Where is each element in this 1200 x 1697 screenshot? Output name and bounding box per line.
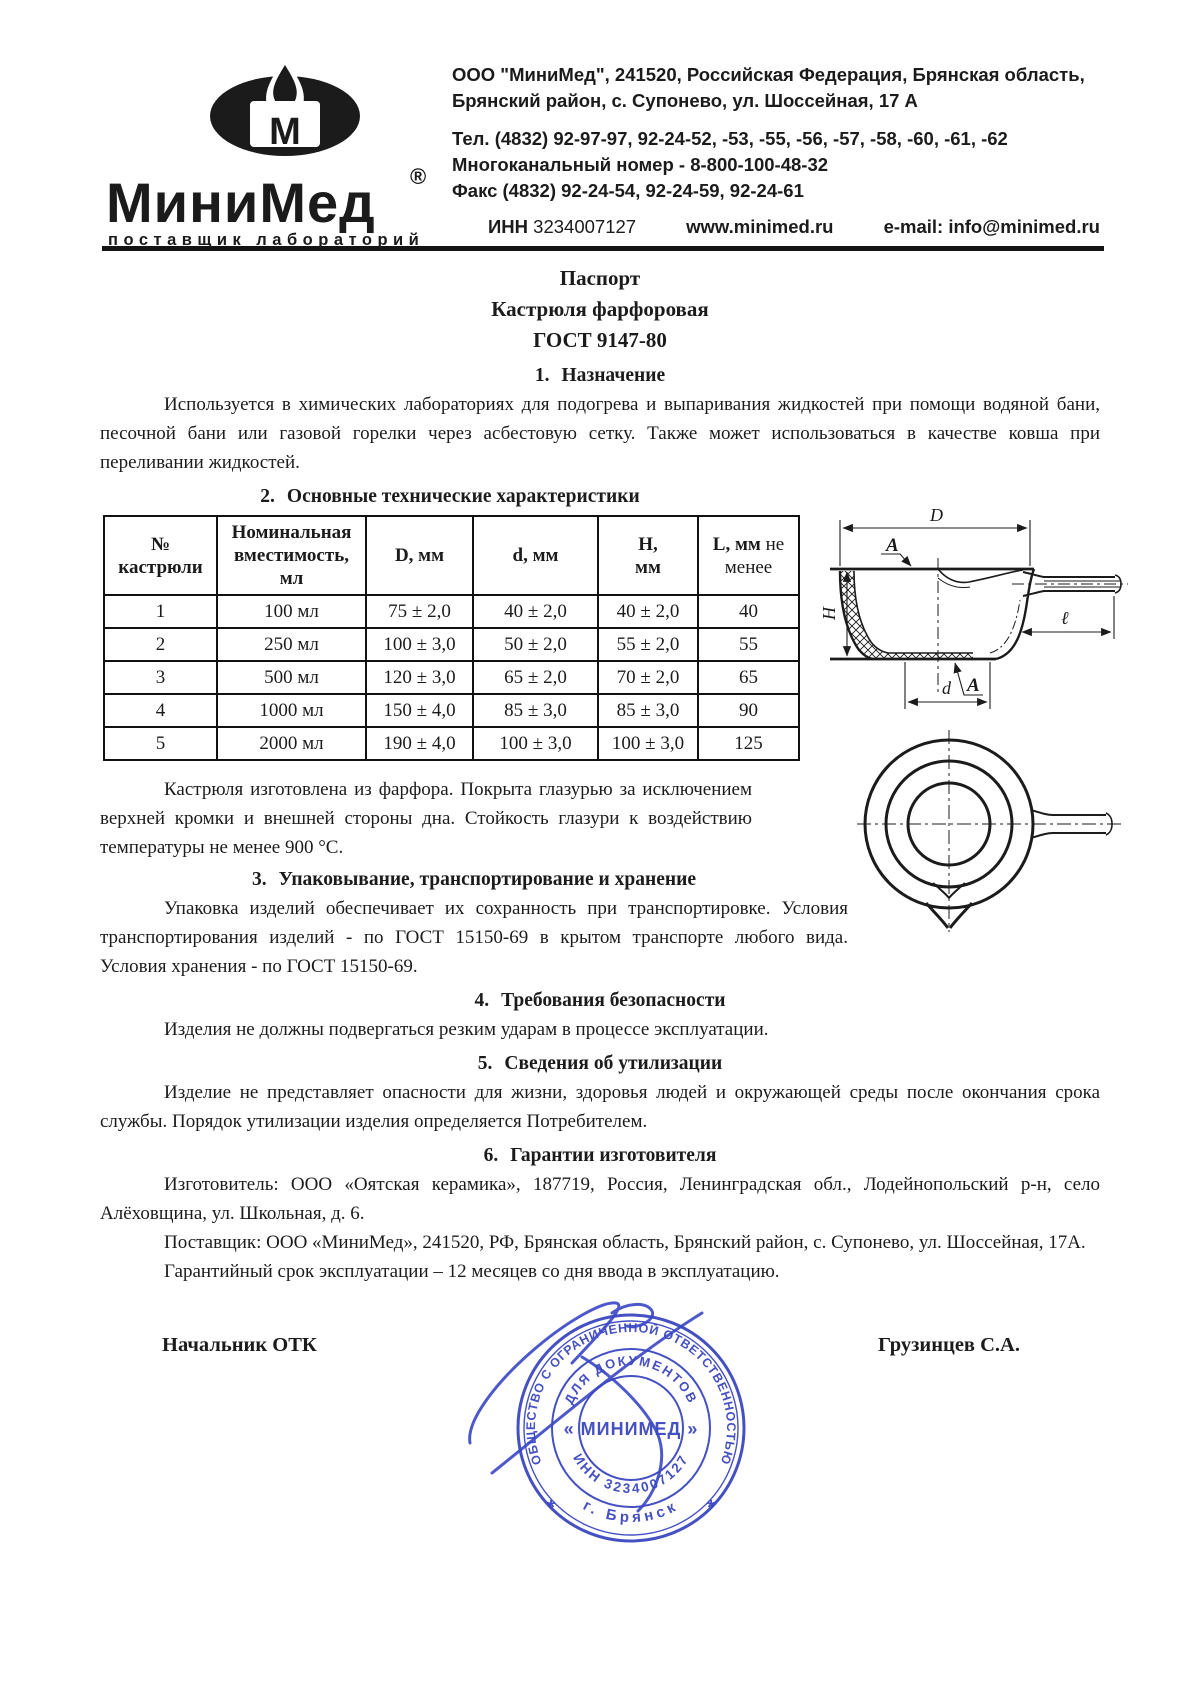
section-3-body: Упаковка изделий обеспечивает их сохранность при транспортировке. Условия транспортирования изделий - по ГОСТ 15150-69 в крытом транспорте любого вида. Условия хранения - по ГОСТ 15150-69.: [100, 898, 848, 977]
logo-brand-text: МиниМед: [106, 171, 376, 234]
table-cell: 75 ± 2,0: [366, 595, 473, 628]
email-text: e-mail: info@minimed.ru: [883, 216, 1100, 237]
table-cell: 100 ± 3,0: [598, 727, 698, 760]
table-cell: 1: [104, 595, 217, 628]
table-cell: 2: [104, 628, 217, 661]
side-view: [830, 520, 1128, 709]
table-cell: 500 мл: [217, 661, 366, 694]
table-cell: 190 ± 4,0: [366, 727, 473, 760]
col-header-number: № кастрюли: [104, 516, 217, 595]
stamp-city-text: г. Брянск: [580, 1496, 682, 1527]
table-cell: 150 ± 4,0: [366, 694, 473, 727]
logo-tagline: поставщик лабораторий: [108, 231, 425, 248]
table-cell: 5: [104, 727, 217, 760]
section-4-heading: 4. Требования безопасности: [474, 990, 726, 1011]
table-cell: 55: [698, 628, 799, 661]
inn-row: [452, 214, 1100, 240]
col-header-H: H, мм: [598, 516, 698, 595]
contact-block: [452, 52, 1100, 240]
section-6-heading: 6. Гарантии изготовителя: [483, 1145, 717, 1166]
table-row: [104, 595, 799, 628]
svg-text:ИНН 3234007127: [570, 1451, 692, 1496]
stamp-band-top-text: ДЛЯ ДОКУМЕНТОВ: [561, 1352, 701, 1407]
spec-table: [103, 515, 800, 761]
table-cell: 2000 мл: [217, 727, 366, 760]
table-cell: 65: [698, 661, 799, 694]
gost-title: ГОСТ 9147-80: [533, 328, 667, 352]
table-row: [104, 628, 799, 661]
table-cell: 40 ± 2,0: [598, 595, 698, 628]
table-row: [104, 694, 799, 727]
table-cell: 4: [104, 694, 217, 727]
stamp-star-left: *: [547, 1497, 555, 1519]
section-4-body: Изделия не должны подвергаться резким ударам в процессе эксплуатации.: [164, 1019, 769, 1040]
stamp-star-right: *: [707, 1497, 715, 1519]
stamp-band-bottom-text: ИНН 3234007127: [570, 1451, 692, 1497]
dim-label-H: H: [819, 607, 839, 620]
section-2-note: Кастрюля изготовлена из фарфора. Покрыта глазурью за исключением верхней кромки и внешней стороны дна. Стойкость глазури к воздействию температуры не менее 900 °С.: [100, 779, 752, 858]
table-row: [104, 727, 799, 760]
table-cell: 40: [698, 595, 799, 628]
table-cell: 125: [698, 727, 799, 760]
table-row: [104, 661, 799, 694]
table-cell: 70 ± 2,0: [598, 661, 698, 694]
top-view: [857, 730, 1124, 932]
address-line-1: ООО "МиниМед", 241520, Российская Федерация, Брянская область,: [452, 64, 1085, 85]
dim-label-D: D: [930, 505, 943, 525]
svg-text:г. Брянск: [580, 1497, 681, 1526]
section-5-heading: 5. Сведения об утилизации: [477, 1053, 723, 1074]
col-header-L: L, мм не менее: [698, 516, 799, 595]
signatory-name: Грузинцев С.А.: [878, 1334, 1020, 1356]
col-header-d: d, мм: [473, 516, 598, 595]
signature-row: [100, 1334, 1100, 1357]
table-cell: 250 мл: [217, 628, 366, 661]
section-2-heading: 2. Основные технические характеристики: [260, 486, 640, 507]
manufacturer-paragraph: Изготовитель: ООО «Оятская керамика», 187719, Россия, Ленинградская обл., Лодейнопольский р-н, село Алёховщина, ул. Школьная, д. 6.: [100, 1174, 1100, 1224]
section-label-A-bottom: A: [967, 675, 980, 696]
stamp-center-text: « МИНИМЕД »: [563, 1419, 699, 1439]
section-1-heading: 1. Назначение: [534, 365, 666, 386]
section-1-body: Используется в химических лабораториях для подогрева и выпаривания жидкостей при помощи водяной бани, песочной бани или газовой горелки через асбестовую сетку. Также может использоваться в качестве ковша при переливании жидкостей.: [100, 394, 1100, 473]
table-cell: 3: [104, 661, 217, 694]
table-cell: 55 ± 2,0: [598, 628, 698, 661]
company-logo: [100, 52, 440, 248]
table-cell: 1000 мл: [217, 694, 366, 727]
supplier-paragraph: Поставщик: ООО «МиниМед», 241520, РФ, Брянская область, Брянский район, с. Супонево, ул. Шоссейная, 17А.: [164, 1232, 1086, 1253]
col-header-D: D, мм: [366, 516, 473, 595]
registered-mark-icon: ®: [410, 164, 427, 189]
dim-label-l: ℓ: [1061, 608, 1069, 628]
section-label-A-top: A: [886, 535, 899, 556]
logo-monogram: М: [269, 111, 301, 153]
inn-number: ИНН 3234007127: [488, 216, 637, 237]
svg-text:ДЛЯ ДОКУМЕНТОВ: [561, 1353, 700, 1407]
phone-line: Тел. (4832) 92-97-97, 92-24-52, -53, -55, -56, -57, -58, -60, -61, -62: [452, 128, 1008, 149]
doc-title: Паспорт: [559, 266, 641, 290]
table-cell: 100 мл: [217, 595, 366, 628]
warranty-paragraph: Гарантийный срок эксплуатации – 12 месяцев со дня ввода в эксплуатацию.: [164, 1261, 780, 1282]
signatory-title: Начальник ОТК: [162, 1334, 317, 1356]
section-5-body: Изделие не представляет опасности для жизни, здоровья людей и окружающей среды после окончания срока службы. Порядок утилизации изделия определяется Потребителем.: [100, 1082, 1100, 1132]
letterhead: [100, 52, 1100, 246]
fax-line: Факс (4832) 92-24-54, 92-24-59, 92-24-61: [452, 180, 804, 201]
table-cell: 65 ± 2,0: [473, 661, 598, 694]
table-cell: 90: [698, 694, 799, 727]
candle-emblem: [210, 58, 360, 156]
table-cell: 50 ± 2,0: [473, 628, 598, 661]
table-cell: 85 ± 3,0: [473, 694, 598, 727]
title-block: [100, 263, 1100, 356]
product-title: Кастрюля фарфоровая: [491, 297, 709, 321]
multichannel-line: Многоканальный номер - 8-800-100-48-32: [452, 154, 829, 175]
table-cell: 85 ± 3,0: [598, 694, 698, 727]
section-3-heading: 3. Упаковывание, транспортирование и хранение: [251, 869, 697, 890]
col-header-capacity: Номинальная вместимость, мл: [217, 516, 366, 595]
website-text: www.minimed.ru: [686, 216, 834, 237]
stamp-outer-text: ОБЩЕСТВО С ОГРАНИЧЕННОЙ ОТВЕТСТВЕННОСТЬЮ: [523, 1320, 739, 1467]
table-cell: 120 ± 3,0: [366, 661, 473, 694]
spec-table-header-row: [104, 516, 799, 595]
dim-label-d: d: [942, 678, 951, 698]
table-cell: 40 ± 2,0: [473, 595, 598, 628]
table-cell: 100 ± 3,0: [473, 727, 598, 760]
address-line-2: Брянский район, с. Супонево, ул. Шоссейная, 17 А: [452, 90, 918, 111]
table-cell: 100 ± 3,0: [366, 628, 473, 661]
